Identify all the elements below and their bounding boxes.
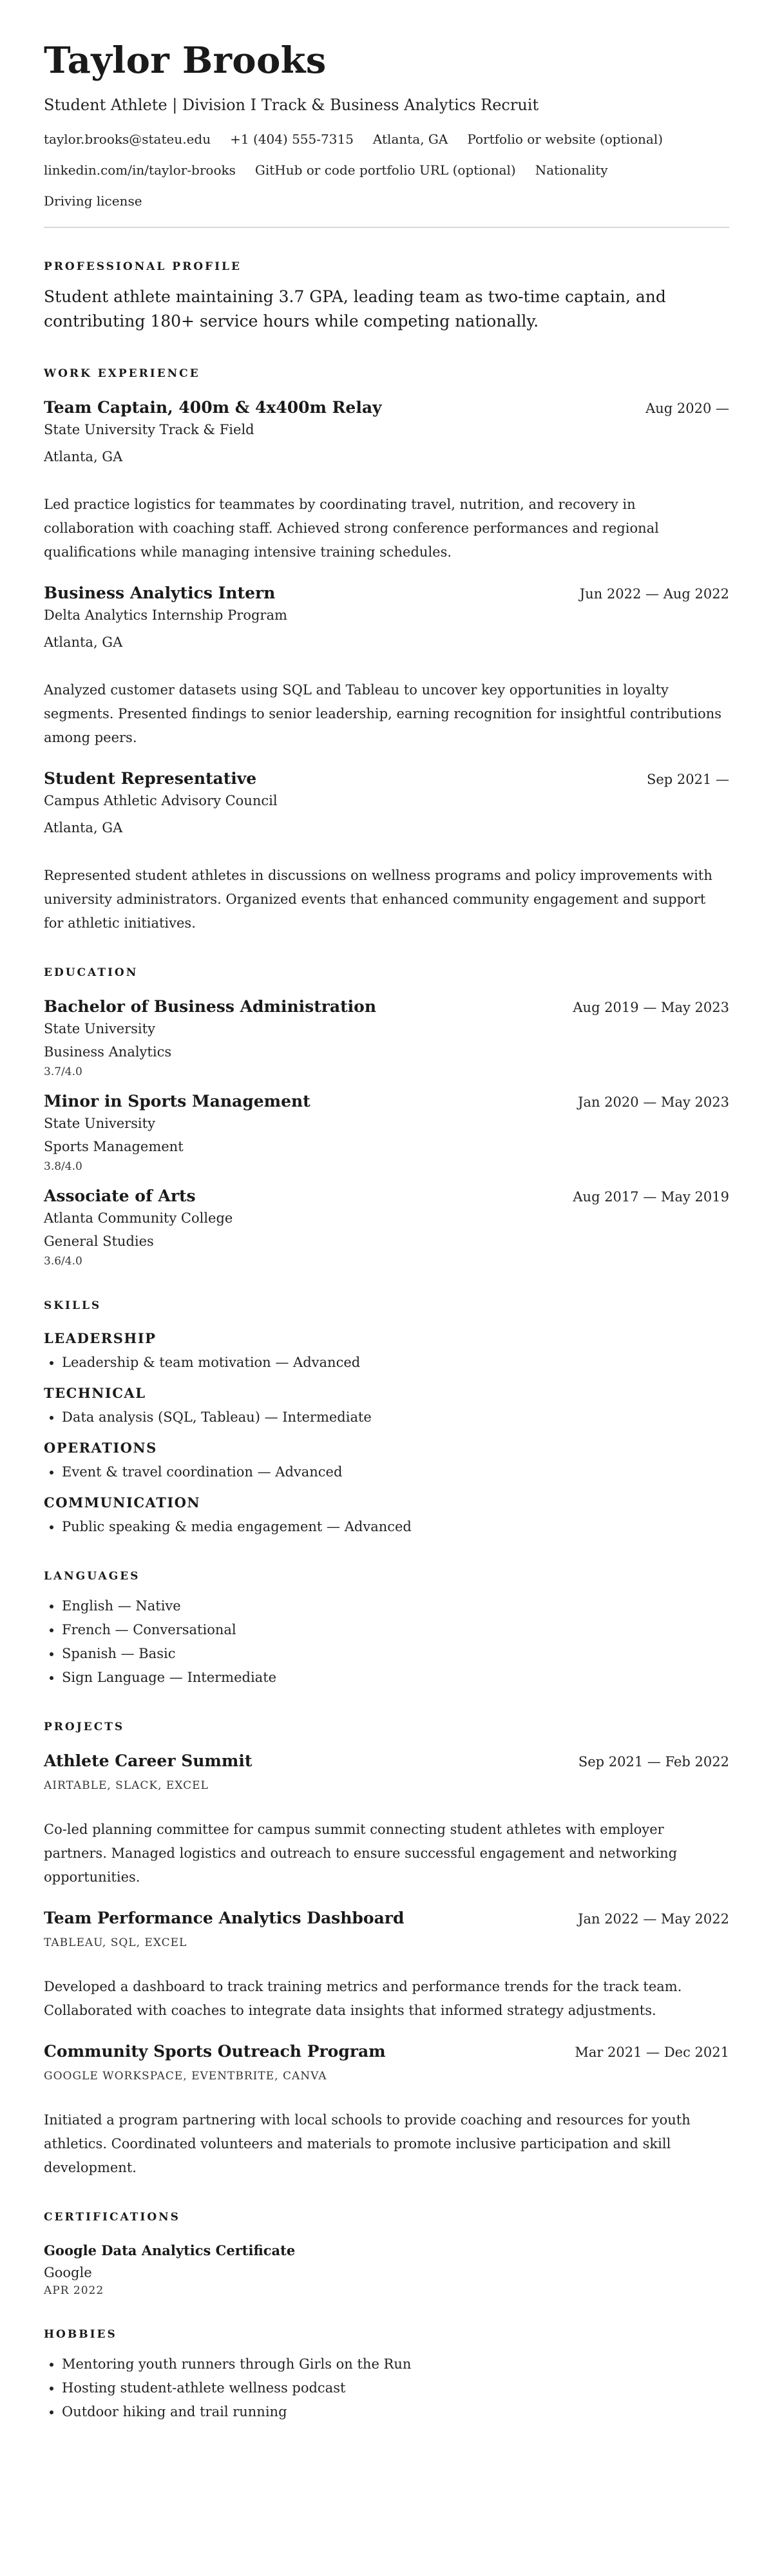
field-of-study: Business Analytics [44,1044,172,1060]
project-tools: AIRTABLE, SLACK, EXCEL [44,1779,209,1792]
job-title: Team Captain, 400m & 4x400m Relay [44,398,382,417]
section-title-profile: PROFESSIONAL PROFILE [44,260,242,273]
contact-email[interactable]: taylor.brooks@stateu.edu [44,131,211,147]
section-title-education: EDUCATION [44,966,138,979]
degree-title: Bachelor of Business Administration [44,997,377,1016]
project-name: Team Performance Analytics Dashboard [44,1909,405,1927]
education-section [44,966,729,1268]
skill-category: LEADERSHIP [44,1330,157,1346]
job-description: Represented student athletes in discussions on wellness programs and policy improvements with university administrators. Organized events that enhanced community engagement and support for athletic initiatives. [44,868,712,931]
contact-phone[interactable]: +1 (404) 555-7315 [230,131,354,147]
field-of-study: General Studies [44,1234,154,1249]
school-name: Atlanta Community College [44,1210,233,1226]
profile-summary: Student athlete maintaining 3.7 GPA, leading team as two-time captain, and contributing 180+ service hours while competing nationally. [44,287,666,330]
job-dates: Aug 2020 — [645,401,729,416]
skill-category: OPERATIONS [44,1440,157,1456]
experience-section [44,367,729,935]
job-organization: Delta Analytics Internship Program [44,607,287,623]
project-item [44,2042,729,2180]
school-name: State University [44,1021,155,1036]
grade: 3.8/4.0 [44,1160,82,1173]
project-tools: GOOGLE WORKSPACE, EVENTBRITE, CANVA [44,2070,327,2083]
certification-name: Google Data Analytics Certificate [44,2242,296,2258]
skill-group [44,1330,729,1375]
profile-section [44,260,729,334]
certification-issuer: Google [44,2265,92,2280]
contact-github[interactable]: GitHub or code portfolio URL (optional) [254,162,516,178]
hobby-item: • Outdoor hiking and trail running [62,2400,729,2424]
candidate-headline: Student Athlete | Division I Track & Business Analytics Recruit [44,96,539,114]
job-description: Analyzed customer datasets using SQL and Tableau to uncover key opportunities in loyalty segments. Presented findings to senior leadership, earning recognition for insightful contributions among peers. [44,682,722,745]
skill-group [44,1494,729,1539]
certification-item [44,2242,729,2297]
contact-location: Atlanta, GA [372,131,448,147]
skill-item: • Leadership & team motivation — Advanced [62,1351,729,1375]
project-tools: TABLEAU, SQL, EXCEL [44,1936,187,1949]
grade: 3.6/4.0 [44,1255,82,1268]
job-description: Led practice logistics for teammates by coordinating travel, nutrition, and recovery in collaboration with coaching staff. Achieved strong conference performances and regional qualifications while managing intensive training schedules. [44,497,659,560]
section-title-certifications: CERTIFICATIONS [44,2211,180,2224]
language-item: • Spanish — Basic [62,1642,729,1666]
education-item [44,997,729,1079]
job-organization: State University Track & Field [44,422,254,437]
project-item [44,1751,729,1889]
skill-item: • Event & travel coordination — Advanced [62,1460,729,1484]
project-dates: Sep 2021 — Feb 2022 [578,1754,729,1770]
degree-title: Associate of Arts [44,1187,196,1205]
language-item: • English — Native [62,1594,729,1618]
experience-item [44,769,729,935]
job-dates: Sep 2021 — [646,772,729,787]
project-description: Developed a dashboard to track training metrics and performance trends for the track team. Collaborated with coaches to integrate data insights that informed strategy adjustments. [44,1979,682,2018]
field-of-study: Sports Management [44,1139,184,1154]
project-item [44,1909,729,2023]
candidate-name: Taylor Brooks [44,39,327,82]
job-location: Atlanta, GA [44,634,123,650]
job-location: Atlanta, GA [44,449,123,464]
skill-category: TECHNICAL [44,1385,146,1401]
skill-group [44,1385,729,1429]
skill-group [44,1440,729,1484]
resume-header [44,40,729,216]
hobby-item: • Mentoring youth runners through Girls on the Run [62,2352,729,2376]
language-item: • Sign Language — Intermediate [62,1666,729,1690]
contact-driving-license: Driving license [44,193,142,209]
header-divider [44,227,729,228]
education-item [44,1187,729,1268]
contact-list [44,124,729,216]
job-title: Student Representative [44,769,257,788]
section-title-hobbies: HOBBIES [44,2328,117,2341]
project-dates: Mar 2021 — Dec 2021 [575,2045,729,2060]
project-name: Athlete Career Summit [44,1751,253,1770]
skill-item: • Public speaking & media engagement — Advanced [62,1515,729,1539]
job-title: Business Analytics Intern [44,584,276,602]
education-dates: Jan 2020 — May 2023 [578,1094,729,1110]
section-title-languages: LANGUAGES [44,1570,140,1583]
project-dates: Jan 2022 — May 2022 [578,1911,729,1927]
skills-section [44,1299,729,1539]
certification-date: APR 2022 [44,2284,104,2297]
school-name: State University [44,1116,155,1131]
skill-category: COMMUNICATION [44,1494,201,1511]
job-dates: Jun 2022 — Aug 2022 [579,586,729,602]
contact-linkedin[interactable]: linkedin.com/in/taylor-brooks [44,162,236,178]
grade: 3.7/4.0 [44,1065,82,1078]
section-title-skills: SKILLS [44,1299,102,1312]
contact-portfolio[interactable]: Portfolio or website (optional) [467,131,663,147]
project-name: Community Sports Outreach Program [44,2042,386,2061]
experience-item [44,398,729,564]
hobby-item: • Hosting student-athlete wellness podcast [62,2376,729,2400]
hobbies-section [44,2328,729,2424]
experience-item [44,584,729,750]
job-organization: Campus Athletic Advisory Council [44,793,278,808]
education-item [44,1092,729,1174]
section-title-experience: WORK EXPERIENCE [44,367,200,380]
project-description: Co-led planning committee for campus summit connecting student athletes with employer partners. Managed logistics and outreach to ensure successful engagement and networking opportunities. [44,1822,678,1885]
languages-section [44,1570,729,1690]
job-location: Atlanta, GA [44,820,123,835]
certifications-section [44,2211,729,2297]
education-dates: Aug 2019 — May 2023 [573,1000,729,1015]
projects-section [44,1721,729,2180]
project-description: Initiated a program partnering with local schools to provide coaching and resources for youth athletics. Coordinated volunteers and materials to promote inclusive participation and skill development. [44,2112,691,2175]
skill-item: • Data analysis (SQL, Tableau) — Intermediate [62,1406,729,1429]
contact-nationality: Nationality [535,162,608,178]
language-item: • French — Conversational [62,1618,729,1642]
education-dates: Aug 2017 — May 2019 [573,1189,729,1205]
section-title-projects: PROJECTS [44,1721,125,1733]
degree-title: Minor in Sports Management [44,1092,310,1111]
